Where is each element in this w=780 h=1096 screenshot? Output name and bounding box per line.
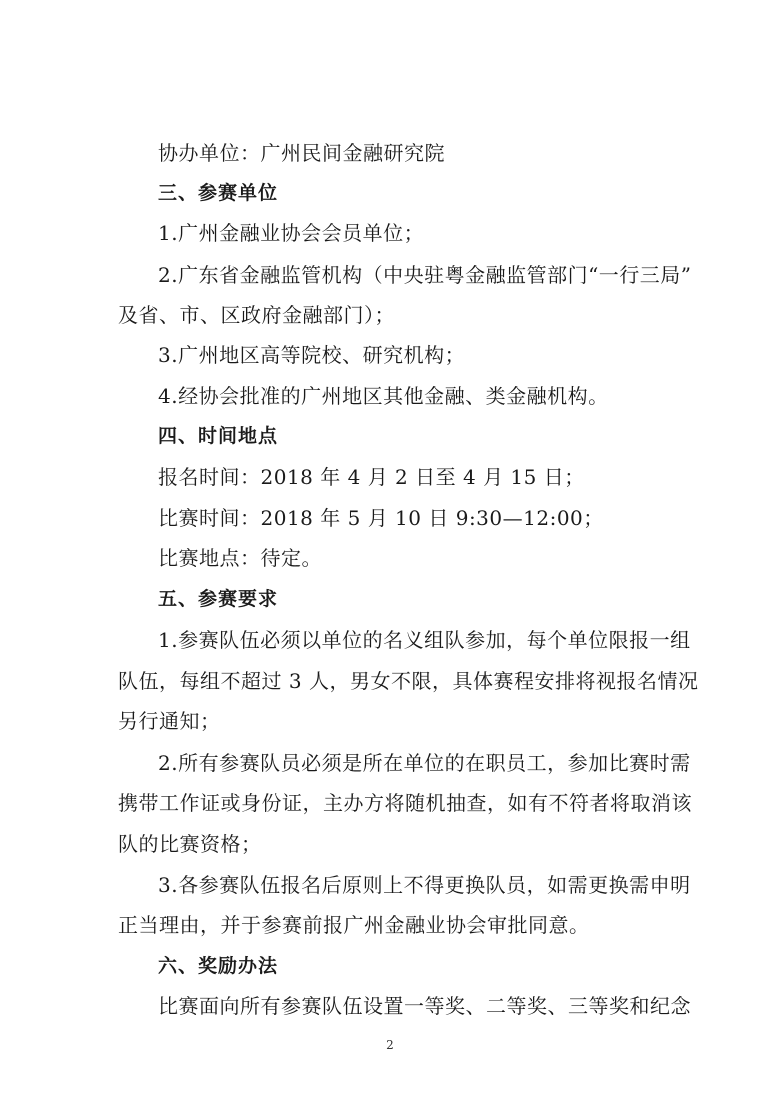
requirement-2-cont-a: 携带工作证或身份证，主办方将随机抽查，如有不符者将取消该 — [118, 791, 692, 815]
requirement-3: 3.各参赛队伍报名后原则上不得更换队员，如需更换需申明 — [158, 873, 691, 897]
requirement-1-cont-b: 另行通知； — [118, 709, 221, 733]
requirement-3-cont: 正当理由，并于参赛前报广州金融业协会审批同意。 — [118, 913, 590, 937]
competition-place: 比赛地点：待定。 — [158, 546, 322, 570]
participant-item-3: 3.广州地区高等院校、研究机构； — [158, 343, 466, 367]
participant-item-2-cont: 及省、市、区政府金融部门）； — [118, 303, 395, 327]
participant-item-1: 1.广州金融业协会会员单位； — [158, 221, 425, 245]
co-organizer-line: 协办单位：广州民间金融研究院 — [158, 141, 445, 165]
page-number: 2 — [386, 1038, 394, 1052]
requirement-2: 2.所有参赛队员必须是所在单位的在职员工，参加比赛时需 — [158, 751, 691, 775]
competition-time: 比赛时间：2018 年 5 月 10 日 9:30—12:00； — [158, 506, 604, 530]
section-heading-time-place: 四、时间地点 — [158, 425, 279, 447]
requirement-1: 1.参赛队伍必须以单位的名义组队参加，每个单位限报一组 — [158, 628, 691, 652]
participant-item-2: 2.广东省金融监管机构（中央驻粤金融监管部门“一行三局” — [158, 263, 692, 287]
requirement-1-cont-a: 队伍，每组不超过 3 人，男女不限，具体赛程安排将视报名情况 — [118, 669, 699, 693]
registration-time: 报名时间：2018 年 4 月 2 日至 4 月 15 日； — [158, 465, 585, 489]
requirement-2-cont-b: 队的比赛资格； — [118, 832, 262, 856]
awards-text: 比赛面向所有参赛队伍设置一等奖、二等奖、三等奖和纪念 — [158, 994, 691, 1018]
section-heading-participants: 三、参赛单位 — [158, 182, 279, 204]
section-heading-awards: 六、奖励办法 — [158, 955, 279, 977]
section-heading-requirements: 五、参赛要求 — [158, 588, 279, 610]
participant-item-4: 4.经协会批准的广州地区其他金融、类金融机构。 — [158, 384, 609, 408]
